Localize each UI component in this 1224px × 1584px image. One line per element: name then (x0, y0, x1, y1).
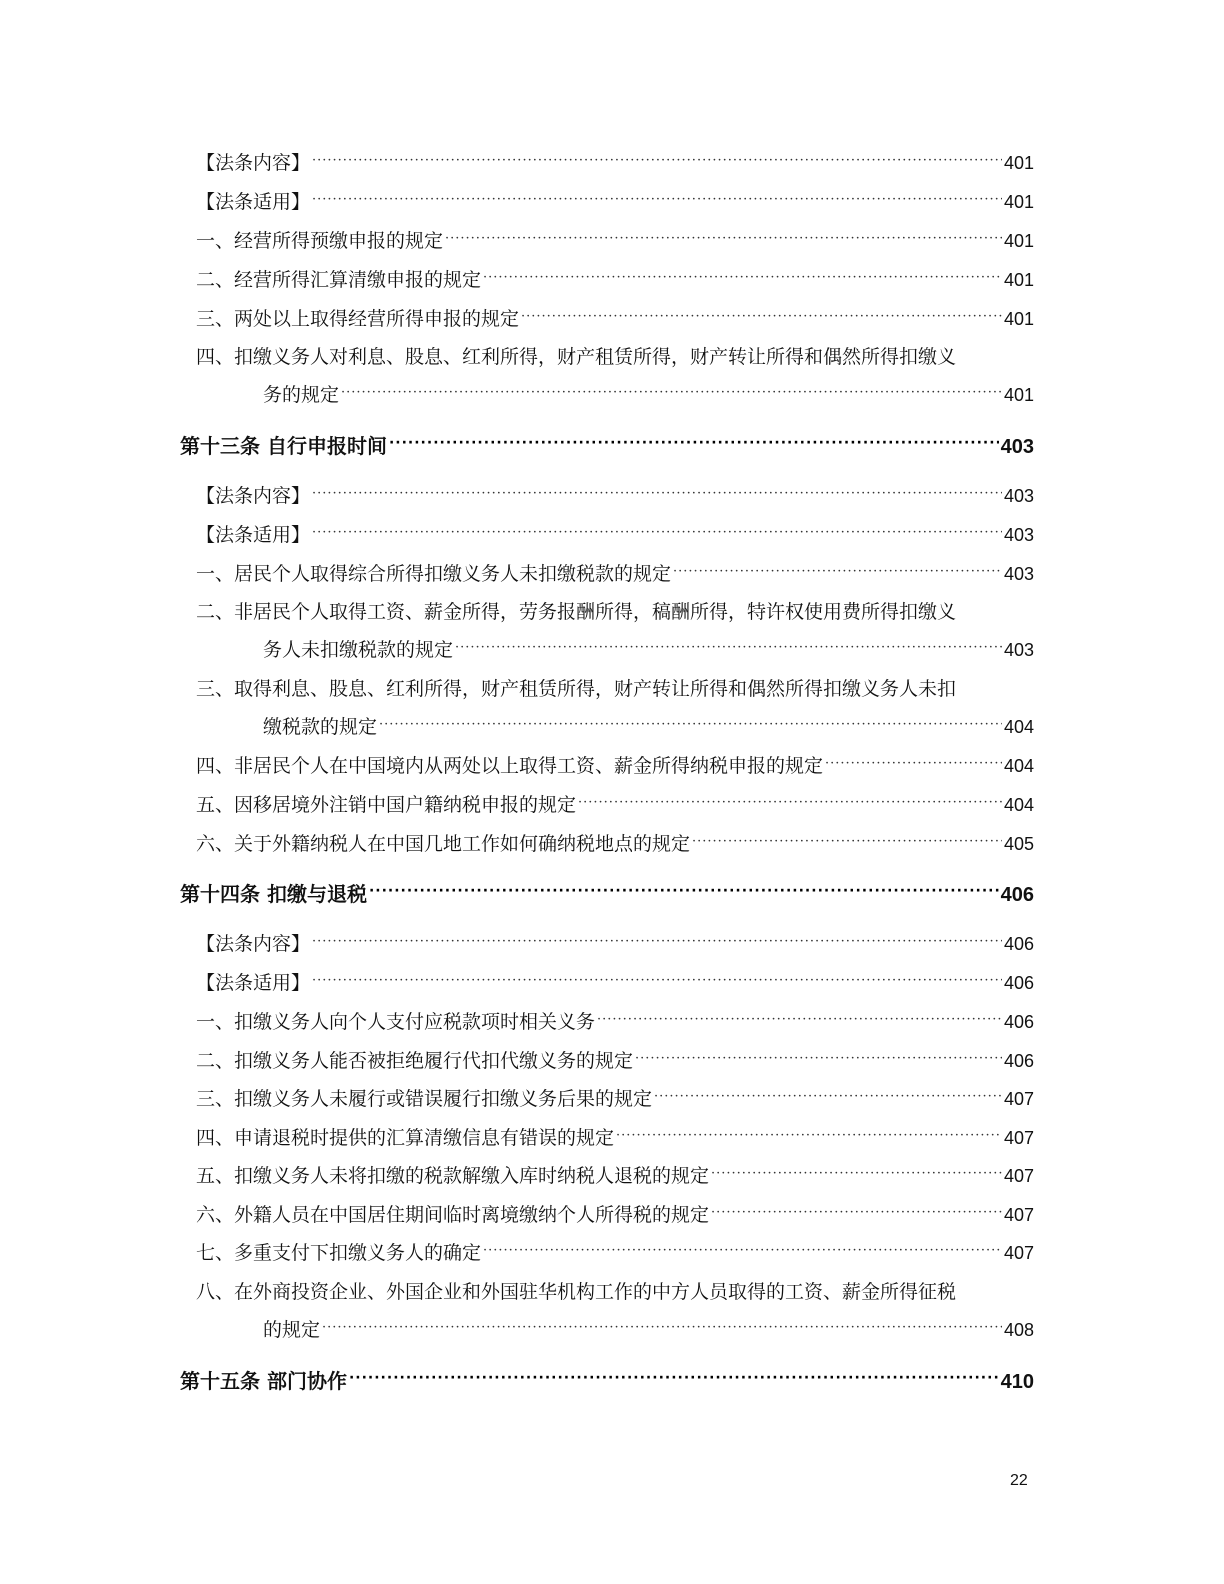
toc-entry-page: 404 (1003, 756, 1034, 776)
toc-article-14[interactable] (180, 872, 1034, 916)
toc-entry-label: 二、经营所得汇算清缴申报的规定 (196, 269, 482, 291)
toc-entry-label: 【法条适用】 (196, 972, 311, 994)
leader-dots (692, 823, 1002, 861)
toc-entry[interactable] (196, 555, 1034, 593)
toc-entry[interactable] (196, 144, 1034, 182)
leader-dots (312, 142, 1002, 180)
toc-entry-label: 四、扣缴义务人对利息、股息、红利所得，财产租赁所得，财产转让所得和偶然所得扣缴义 (196, 346, 957, 368)
toc-entry-page: 401 (1003, 270, 1034, 290)
leader-dots (483, 1232, 1002, 1270)
leader-dots (616, 1117, 1002, 1155)
toc-entry-label: 一、扣缴义务人向个人支付应税款项时相关义务 (196, 1011, 596, 1033)
toc-entry-page: 401 (1003, 231, 1034, 251)
toc-article-15[interactable] (180, 1359, 1034, 1403)
toc-entry-label: 六、关于外籍纳税人在中国几地工作如何确纳税地点的规定 (196, 833, 691, 855)
leader-dots (711, 1155, 1002, 1193)
leader-dots (369, 869, 999, 913)
toc-entry[interactable] (196, 825, 1034, 863)
leader-dots (349, 1356, 999, 1400)
toc-entry-page: 405 (1003, 834, 1034, 854)
toc-entry[interactable] (196, 1273, 1034, 1349)
toc-article-label: 第十五条 部门协作 (180, 1369, 347, 1393)
toc-entry-label: 二、扣缴义务人能否被拒绝履行代扣代缴义务的规定 (196, 1050, 634, 1072)
leader-dots (711, 1194, 1002, 1232)
toc-article-13[interactable] (180, 424, 1034, 468)
toc-entry-page: 404 (1003, 717, 1034, 737)
toc-entry-label: 五、扣缴义务人未将扣缴的税款解缴入库时纳税人退税的规定 (196, 1165, 710, 1187)
leader-dots (483, 259, 1002, 297)
toc-entry-label-cont: 务人未扣缴税款的规定 (263, 639, 454, 661)
toc-entry-page: 407 (1003, 1166, 1034, 1186)
toc-entry[interactable] (196, 300, 1034, 338)
toc-entry-page: 406 (1003, 934, 1034, 954)
toc-entry-page: 401 (1003, 309, 1034, 329)
toc-entry-page: 401 (1003, 153, 1034, 173)
toc-article-page: 403 (1000, 436, 1034, 458)
toc-entry-label: 【法条内容】 (196, 933, 311, 955)
leader-dots (322, 1309, 1002, 1347)
toc-entry-page: 407 (1003, 1089, 1034, 1109)
toc-entry[interactable] (196, 670, 1034, 746)
toc-entry[interactable] (196, 747, 1034, 785)
toc-entry[interactable] (196, 1196, 1034, 1234)
toc-entry-label-cont: 的规定 (263, 1319, 321, 1341)
toc-entry[interactable] (196, 1042, 1034, 1080)
toc-entry-label: 三、取得利息、股息、红利所得，财产租赁所得，财产转让所得和偶然所得扣缴义务人未扣 (196, 678, 957, 700)
toc-entry-page: 407 (1003, 1205, 1034, 1225)
leader-dots (455, 629, 1002, 667)
toc-entry-label: 六、外籍人员在中国居住期间临时离境缴纳个人所得税的规定 (196, 1204, 710, 1226)
toc-entry-page: 407 (1003, 1128, 1034, 1148)
leader-dots (312, 514, 1002, 552)
toc-entry[interactable] (196, 1119, 1034, 1157)
leader-dots (312, 923, 1002, 961)
toc-entry-label: 【法条适用】 (196, 524, 311, 546)
toc-entry[interactable] (196, 786, 1034, 824)
page-number: 22 (1010, 1472, 1028, 1489)
toc-entry-label: 【法条内容】 (196, 152, 311, 174)
leader-dots (312, 475, 1002, 513)
toc-entry-label: 三、两处以上取得经营所得申报的规定 (196, 308, 520, 330)
toc-entry[interactable] (196, 338, 1034, 414)
toc-entry[interactable] (196, 222, 1034, 260)
toc-entry-label: 一、居民个人取得综合所得扣缴义务人未扣缴税款的规定 (196, 563, 672, 585)
toc-entry-page: 407 (1003, 1243, 1034, 1263)
leader-dots (578, 784, 1002, 822)
toc-entry-label: 七、多重支付下扣缴义务人的确定 (196, 1242, 482, 1264)
toc-entry-page: 406 (1003, 1051, 1034, 1071)
toc-entry-page: 403 (1003, 486, 1034, 506)
toc-article-page: 406 (1000, 884, 1034, 906)
toc-entry[interactable] (196, 261, 1034, 299)
toc-entry-label: 四、非居民个人在中国境内从两处以上取得工资、薪金所得纳税申报的规定 (196, 755, 824, 777)
toc-entry[interactable] (196, 1003, 1034, 1041)
toc-article-label: 第十三条 自行申报时间 (180, 434, 387, 458)
toc-entry-page: 403 (1003, 564, 1034, 584)
toc-entry[interactable] (196, 516, 1034, 554)
toc-article-page: 410 (1000, 1371, 1034, 1393)
leader-dots (341, 374, 1002, 412)
toc-entry-label: 三、扣缴义务人未履行或错误履行扣缴义务后果的规定 (196, 1088, 653, 1110)
toc-entry-label-cont: 务的规定 (263, 384, 340, 406)
toc-entry-label-cont: 缴税款的规定 (263, 716, 378, 738)
leader-dots (379, 706, 1002, 744)
leader-dots (312, 962, 1002, 1000)
leader-dots (654, 1078, 1002, 1116)
toc-entry-page: 401 (1003, 385, 1034, 405)
leader-dots (389, 421, 999, 465)
toc-entry[interactable] (196, 925, 1034, 963)
toc-entry-page: 404 (1003, 795, 1034, 815)
toc-entry-page: 401 (1003, 192, 1034, 212)
toc-entry[interactable] (196, 1080, 1034, 1118)
toc-entry-page: 408 (1003, 1320, 1034, 1340)
leader-dots (597, 1001, 1002, 1039)
toc-entry-page: 406 (1003, 973, 1034, 993)
toc-entry[interactable] (196, 1234, 1034, 1272)
toc-entry-page: 403 (1003, 525, 1034, 545)
leader-dots (825, 745, 1002, 783)
toc-entry-label: 二、非居民个人取得工资、薪金所得，劳务报酬所得，稿酬所得，特许权使用费所得扣缴义 (196, 601, 957, 623)
toc-entry[interactable] (196, 964, 1034, 1002)
toc-entry-page: 403 (1003, 640, 1034, 660)
leader-dots (635, 1040, 1002, 1078)
toc-entry-label: 八、在外商投资企业、外国企业和外国驻华机构工作的中方人员取得的工资、薪金所得征税 (196, 1281, 957, 1303)
leader-dots (521, 298, 1002, 336)
toc-entry[interactable] (196, 183, 1034, 221)
toc-entry-label: 【法条适用】 (196, 191, 311, 213)
leader-dots (673, 553, 1002, 591)
toc-entry[interactable] (196, 477, 1034, 515)
toc-article-label: 第十四条 扣缴与退税 (180, 882, 367, 906)
toc-entry[interactable] (196, 1157, 1034, 1195)
toc-entry-page: 406 (1003, 1012, 1034, 1032)
toc-entry-label: 五、因移居境外注销中国户籍纳税申报的规定 (196, 794, 577, 816)
toc-entry-label: 一、经营所得预缴申报的规定 (196, 230, 444, 252)
toc-entry-label: 【法条内容】 (196, 485, 311, 507)
toc-entry-label: 四、申请退税时提供的汇算清缴信息有错误的规定 (196, 1127, 615, 1149)
toc-entry[interactable] (196, 593, 1034, 669)
leader-dots (445, 220, 1002, 258)
leader-dots (312, 181, 1002, 219)
